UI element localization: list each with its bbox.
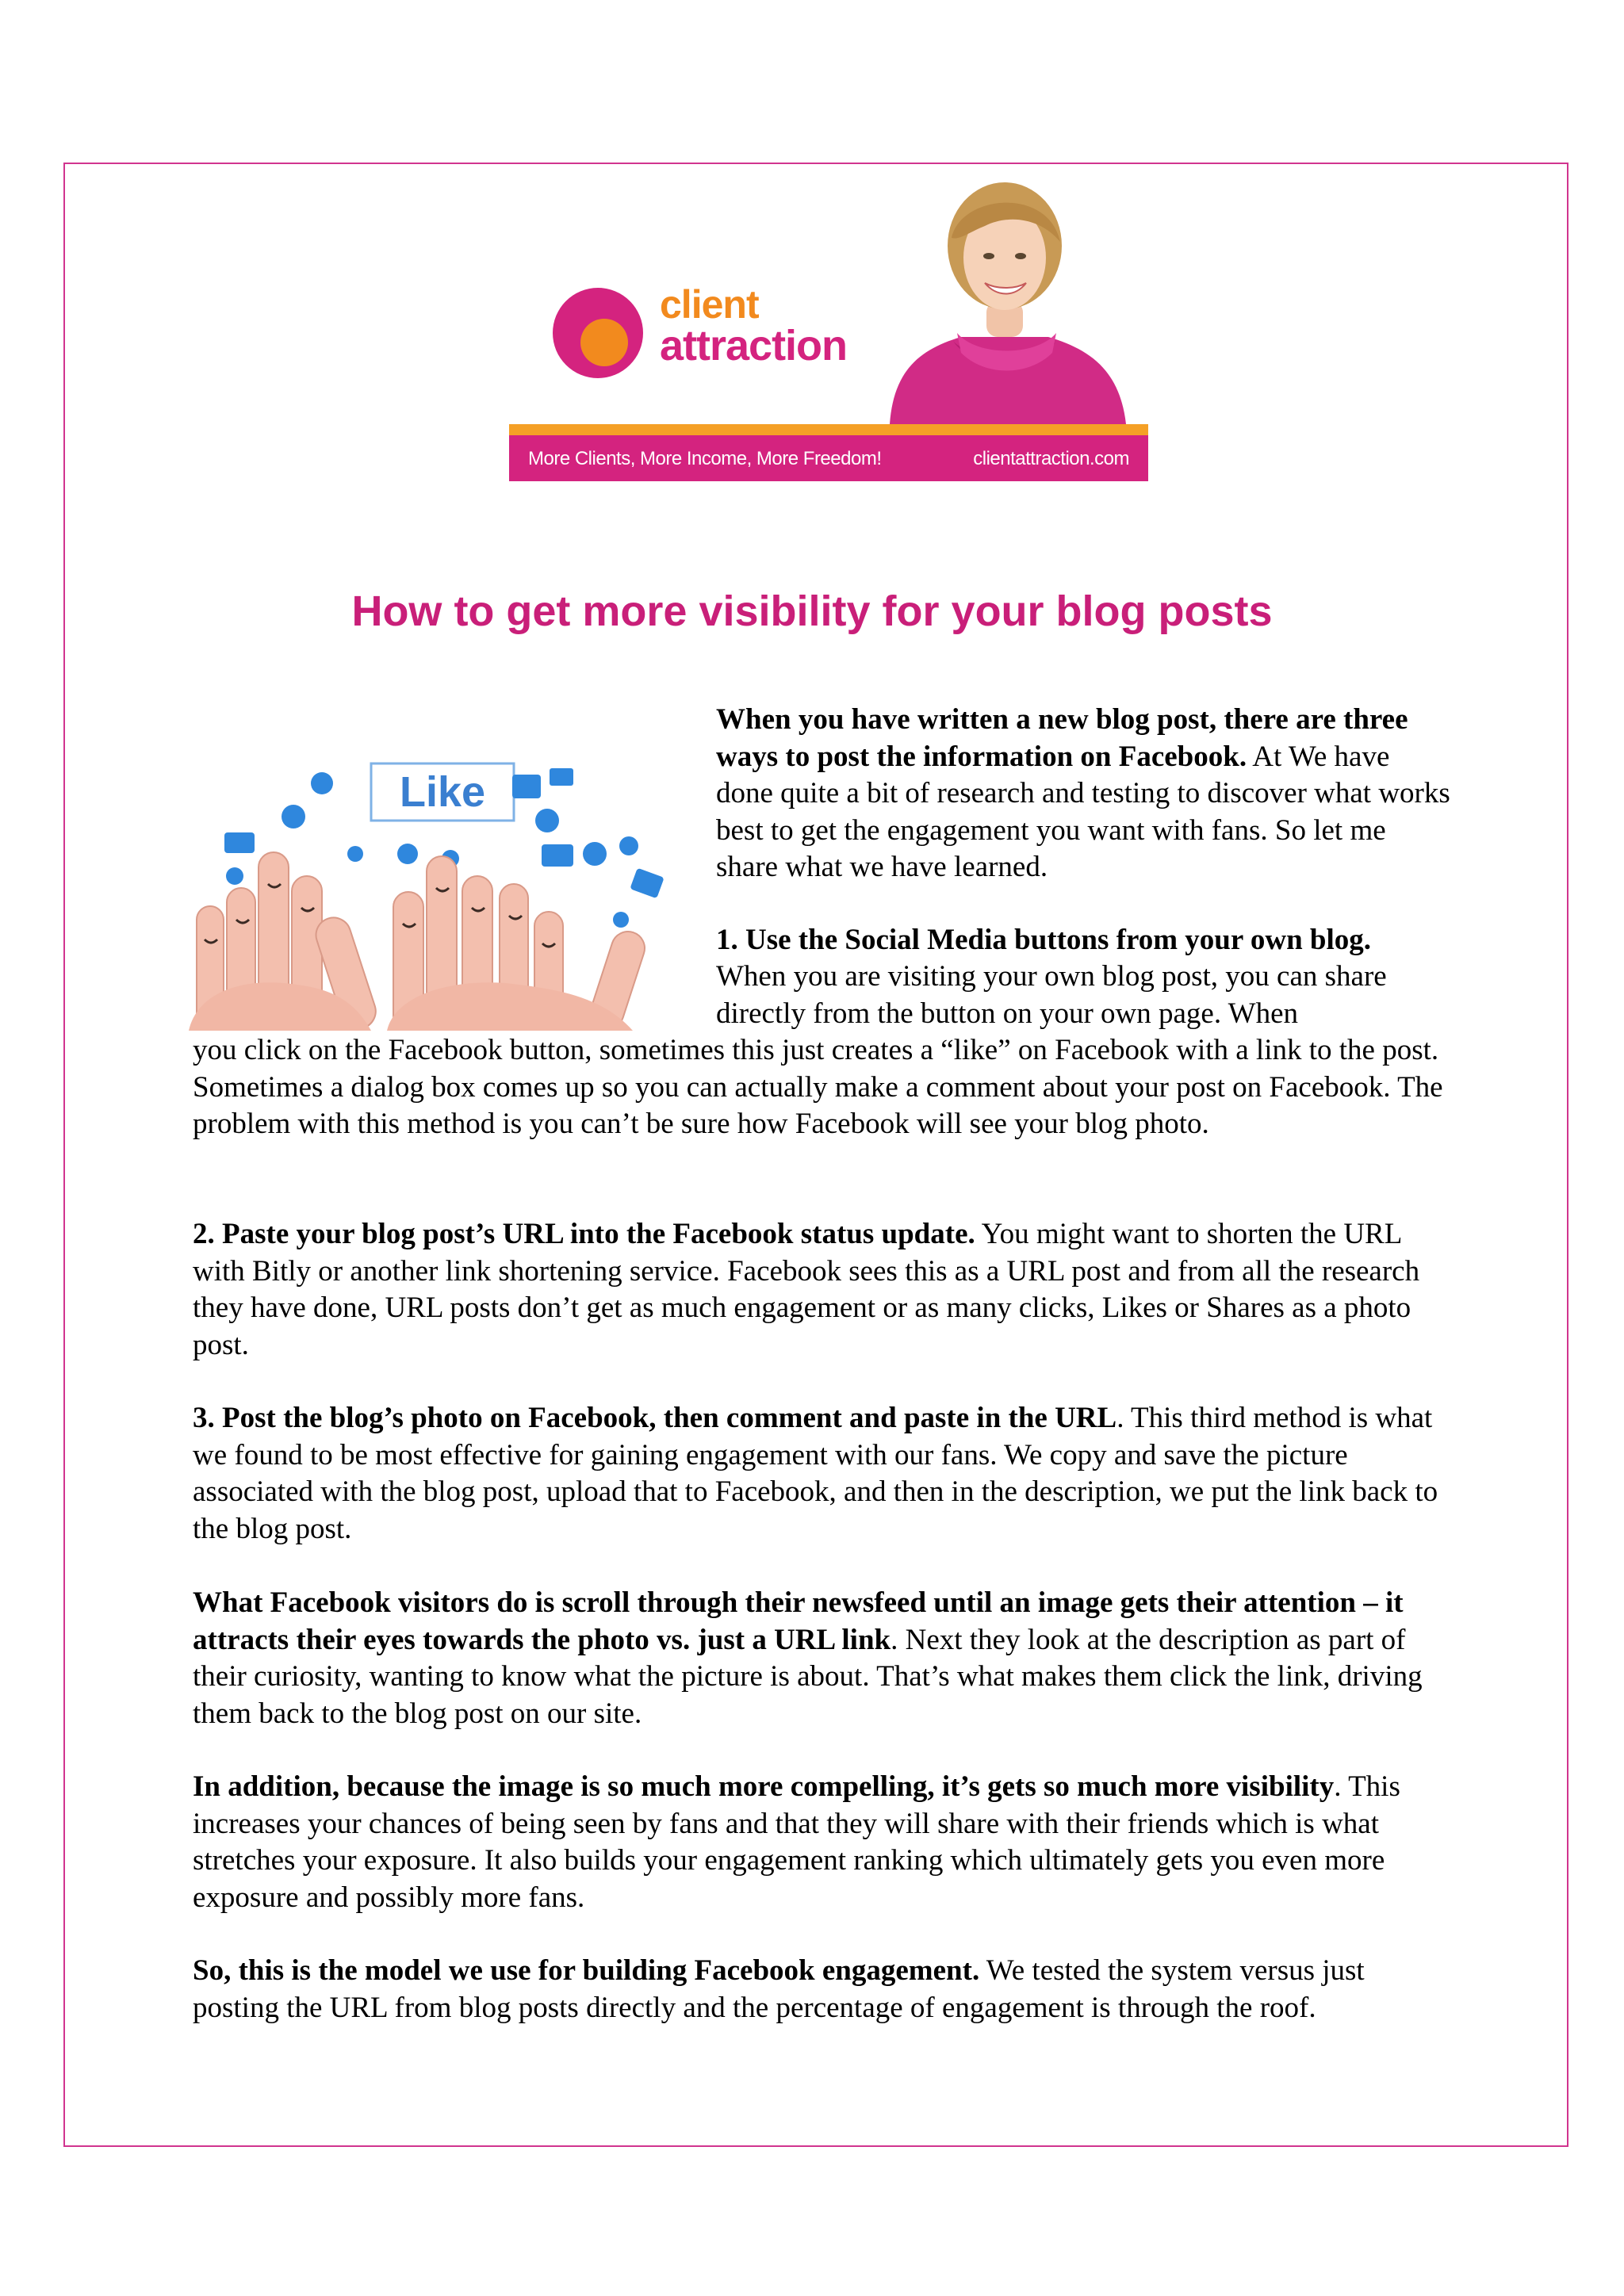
point-2-paragraph (193, 1216, 1454, 1364)
banner-site-url: clientattraction.com (973, 448, 1129, 469)
presenter-portrait (858, 170, 1148, 424)
intro-text: At We have done quite a bit of research and testing to discover what works best to get the engagement you want with fans. So let me share what we have learned. (716, 740, 1450, 883)
visibility-bold: In addition, because the image is so much more compelling, it’s gets so much more visibility (193, 1770, 1335, 1803)
visitors-text: . Next they look at the description as part of their curiosity, wanting to know what the picture is about. That’s what makes them click the link, driving them back to the blog post on our site. (193, 1623, 1423, 1730)
like-label: Like (399, 768, 486, 816)
intro-bold: When you have written a new blog post, there are three ways to post the information on Facebook. (716, 703, 1408, 773)
point-1-continued-text: you click on the Facebook button, sometimes this just creates a “like” on Facebook with a link to the post. Sometimes a dialog box comes up so you can actually make a comment about your post on Facebook. The problem with this method is you can’t be sure how Facebook will see your blog photo. (193, 1034, 1443, 1140)
logo-word-attraction: attraction (660, 322, 848, 369)
point-3-bold: 3. Post the blog’s photo on Facebook, then comment and paste in the URL (193, 1402, 1117, 1434)
page-title: How to get more visibility for your blog posts (351, 587, 1273, 635)
visitors-paragraph (193, 1585, 1454, 1732)
visibility-paragraph (193, 1769, 1454, 1916)
point-1-bold: 1. Use the Social Media buttons from your own blog. (716, 924, 1372, 956)
point-2-text: You might want to shorten the URL with Bitly or another link shortening service. Facebook sees this as a URL post and from all the research they have done, URL posts don’t get as much engagement or as many clicks, Likes or Shares as a photo post. (193, 1218, 1420, 1361)
client-attraction-banner (509, 170, 1148, 481)
visitors-bold: What Facebook visitors do is scroll through their newsfeed until an image gets their attention – it attracts their eyes towards the photo vs. just a URL link (193, 1586, 1404, 1656)
point-3-paragraph (193, 1400, 1454, 1548)
model-text: We tested the system versus just posting the URL from blog posts directly and the percentage of engagement is through the roof. (193, 1954, 1365, 2024)
point-2-bold: 2. Paste your blog post’s URL into the Facebook status update. (193, 1218, 975, 1250)
visibility-text: . This increases your chances of being seen by fans and that they will share with their friends which is what stretches your exposure. It also builds your engagement ranking which ultimately gets you even more exposure and possibly more fans. (193, 1770, 1400, 1914)
banner-tagline: More Clients, More Income, More Freedom! (528, 448, 882, 469)
logo-circle-icon (550, 285, 645, 381)
like-hands-illustration (189, 757, 690, 1031)
model-paragraph (193, 1953, 1454, 2026)
point-3-text: . This third method is what we found to be most effective for gaining engagement with our fans. We copy and save the picture associated with the blog post, upload that to Facebook, and then in the description, we put the link back to the blog post. (193, 1402, 1438, 1545)
model-bold: So, this is the model we use for building Facebook engagement. (193, 1954, 980, 1987)
logo-word-client: client (660, 282, 759, 327)
point-1-heading (716, 922, 1454, 959)
intro-paragraph (716, 702, 1454, 886)
point-1-wrap-text: When you are visiting your own blog post, you can share directly from the button on your own page. When (716, 960, 1387, 1030)
banner-orange-stripe (509, 424, 1148, 435)
